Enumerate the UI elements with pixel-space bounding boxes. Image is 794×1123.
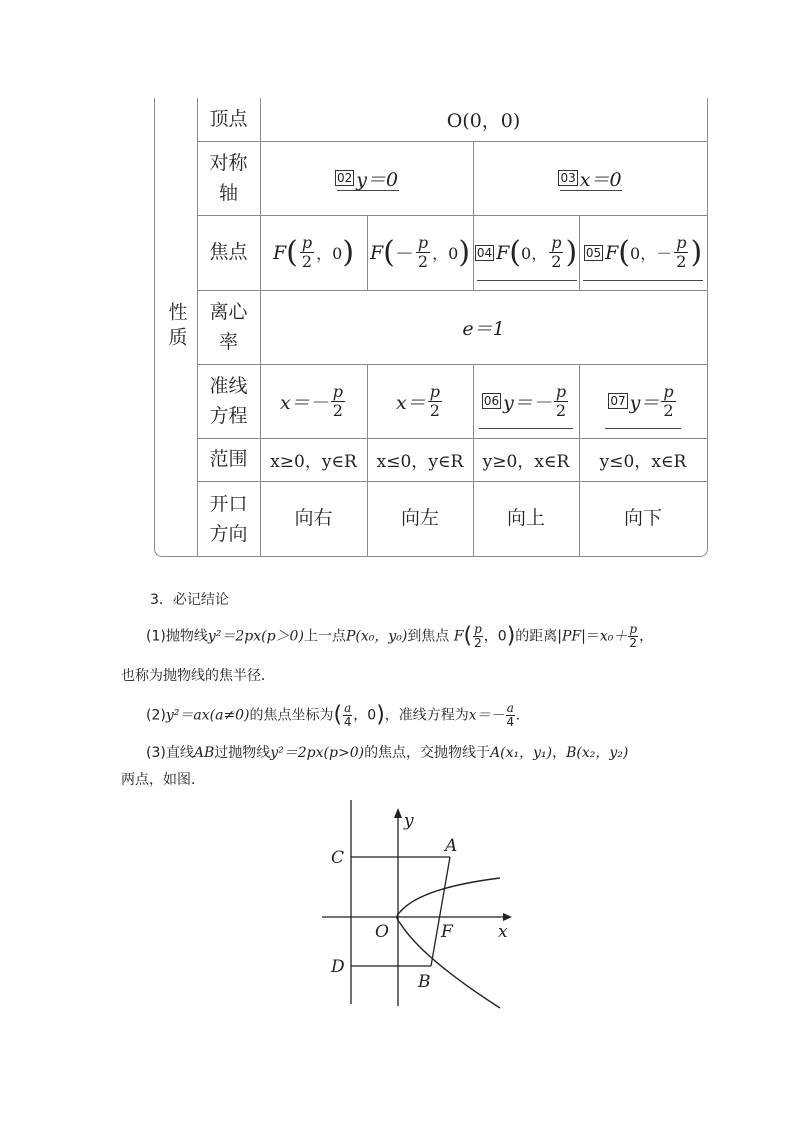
label-D: D bbox=[331, 957, 345, 977]
conclusion-1: (1)抛物线y²＝2px(p＞0)上一点P(x₀，y₀)到焦点 F( $\frac{p}{2}$ ，0)的距离|PF|＝x₀＋ $\frac{p}{2}$ ， bbox=[146, 622, 654, 650]
directrix-up: 06 y＝－ $\frac{p}{2}$ bbox=[483, 381, 567, 420]
opening-down: 向下 bbox=[623, 507, 662, 529]
range-up: y≥0，x∈R bbox=[482, 452, 570, 472]
row-label-eccentricity: 离心 率 bbox=[209, 301, 248, 353]
group-label: 性质 bbox=[165, 302, 188, 352]
range-right: x≥0，y∈R bbox=[270, 452, 357, 472]
row-label-vertex: 顶点 bbox=[209, 108, 248, 130]
label-y: y bbox=[404, 811, 414, 831]
label-F: F bbox=[441, 922, 453, 942]
focus-right: F ( $\frac{p}{2}$ ，0 ) bbox=[272, 233, 355, 271]
directrix-down: 07 y＝ $\frac{p}{2}$ bbox=[610, 381, 674, 420]
focus-up: 04 F ( 0， $\frac{p}{2}$ ) bbox=[476, 233, 578, 271]
label-O: O bbox=[375, 922, 389, 942]
range-left: x≤0，y∈R bbox=[376, 452, 464, 472]
conclusion-1-line2: 也称为抛物线的焦半径． bbox=[121, 668, 275, 684]
conclusion-3: (3)直线AB过抛物线y²＝2px(p>0)的焦点，交抛物线于A(x₁，y₁)，B(x₂，y₂) bbox=[146, 745, 629, 761]
answer-number-box: 02 bbox=[336, 171, 353, 185]
label-B: B bbox=[418, 972, 431, 992]
label-A: A bbox=[445, 836, 458, 856]
directrix-right: x＝－ $\frac{p}{2}$ bbox=[280, 381, 343, 420]
answer-number-box: 03 bbox=[560, 171, 576, 185]
parabola-focal-chord-figure bbox=[300, 796, 526, 1018]
label-x: x bbox=[498, 922, 508, 942]
range-down: y≤0，x∈R bbox=[599, 452, 687, 472]
eccentricity-value: e＝1 bbox=[462, 317, 505, 340]
row-label-axis: 对称 轴 bbox=[209, 152, 248, 204]
opening-left: 向左 bbox=[400, 507, 439, 529]
row-label-focus: 焦点 bbox=[209, 241, 248, 263]
label-C: C bbox=[331, 848, 345, 868]
row-label-range: 范围 bbox=[209, 448, 248, 470]
axis-value-horizontal: 02 y＝0 bbox=[336, 168, 399, 191]
directrix-left: x＝ $\frac{p}{2}$ bbox=[396, 381, 440, 420]
vertex-value: O(0，0) bbox=[446, 110, 521, 132]
parabola-properties-table bbox=[154, 98, 708, 557]
axis-value-vertical: 03 x＝0 bbox=[560, 168, 622, 191]
opening-right: 向右 bbox=[294, 507, 333, 529]
focus-down: 05 F ( 0，－ $\frac{p}{2}$ ) bbox=[585, 233, 703, 271]
row-label-directrix: 准线 方程 bbox=[209, 375, 248, 427]
conclusion-2: (2)y²＝ax(a≠0)的焦点坐标为( $\frac{a}{4}$ ，0)，准线方程为x＝－ $\frac{a}{4}$ ． bbox=[146, 701, 530, 729]
row-label-opening: 开口 方向 bbox=[209, 492, 248, 545]
focus-left: F ( － $\frac{p}{2}$ ，0 ) bbox=[369, 233, 471, 271]
opening-up: 向上 bbox=[506, 507, 545, 529]
conclusion-3-line2: 两点，如图． bbox=[121, 772, 205, 788]
section-heading: 3．必记结论 bbox=[150, 592, 229, 608]
